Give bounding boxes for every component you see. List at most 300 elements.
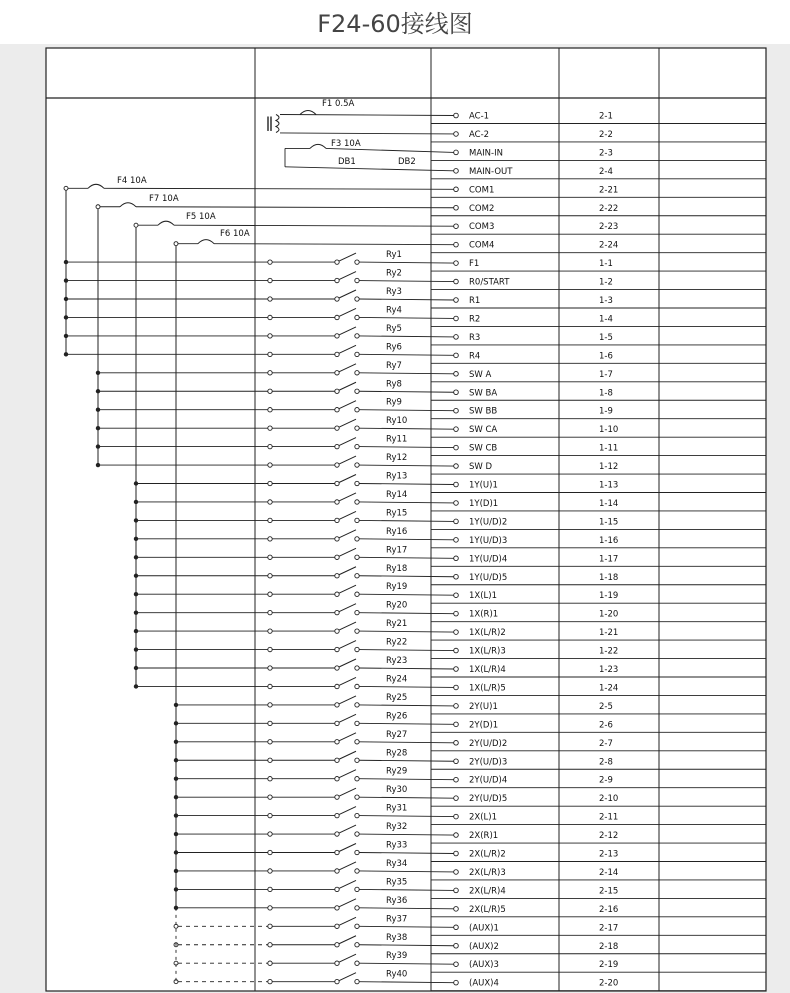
relay-contact-point [355,795,359,799]
relay-label: Ry35 [386,877,408,888]
relay-contact-point [355,684,359,688]
terminal-circle [454,519,459,524]
relay-contact-point [355,813,359,817]
command-label: 2X(R)1 [469,831,499,842]
fuse-f3-label: F3 10A [331,139,361,149]
relay-contact-point [355,887,359,891]
wire-number: 1-15 [599,517,619,528]
relay-terminal [268,869,272,873]
command-label: (AUX)2 [469,941,499,952]
relay-contact-point [335,629,339,633]
wire-number: 2-19 [599,960,619,971]
relay-contact-point [335,500,339,504]
relay-label: Ry13 [386,471,408,482]
relay-contact-point [335,537,339,541]
command-label: 2X(L/R)2 [469,849,506,860]
relay-contact-point [355,389,359,393]
relay-contact-point [355,500,359,504]
wire-number: 1-9 [599,406,613,417]
command-label: 2X(L/R)4 [469,886,506,897]
command-label: 1Y(U/D)4 [469,554,508,565]
terminal-circle [454,132,459,137]
wire-number: 2-16 [599,904,619,915]
command-label: 1X(L/R)2 [469,628,506,639]
relay-contact-point [335,924,339,928]
command-label: 1Y(U/D)3 [469,535,508,546]
wire-number: 2-17 [599,923,619,934]
relay-contact-point [335,721,339,725]
relay-label: Ry29 [386,766,408,777]
relay-terminal [268,592,272,596]
terminal-circle [454,574,459,579]
relay-contact-point [335,408,339,412]
relay-label: Ry32 [386,822,408,833]
relay-terminal [268,518,272,522]
relay-terminal [268,647,272,651]
relay-label: Ry5 [386,323,402,334]
wire-number: 2-5 [599,701,613,712]
relay-label: Ry31 [386,803,408,814]
relay-terminal [268,426,272,430]
fuse-terminal [96,205,100,209]
relay-contact-point [355,647,359,651]
relay-contact-point [335,426,339,430]
relay-label: Ry2 [386,268,402,279]
terminal-circle [454,372,459,377]
terminal-circle [454,538,459,543]
wire-number: 1-4 [599,314,613,325]
terminal-circle [454,464,459,469]
command-label: R3 [469,332,481,343]
relay-contact-point [355,315,359,319]
relay-contact-point [355,334,359,338]
relay-contact-point [355,758,359,762]
wire-number: 1-3 [599,296,613,306]
command-label: 2X(L/R)3 [469,867,506,878]
relay-contact-point [355,721,359,725]
relay-contact-point [335,703,339,707]
relay-label: Ry40 [386,969,408,980]
relay-contact-point [335,647,339,651]
relay-terminal [268,463,272,467]
terminal-circle [454,593,459,598]
command-label: SW BB [469,406,498,417]
terminal-circle [454,408,459,413]
terminal-circle [454,741,459,746]
relay-contact-point [335,334,339,338]
command-label: COM1 [469,185,495,196]
command-label: 1Y(D)1 [469,498,499,509]
wire-number: 1-19 [599,591,619,602]
relay-label: Ry1 [386,250,402,261]
db2-label: DB2 [398,157,416,167]
relay-label: Ry28 [386,748,408,759]
relay-contact-point [335,795,339,799]
relay-terminal [268,444,272,448]
terminal-circle [454,796,459,801]
command-label: 2Y(U)1 [469,701,498,712]
aux-terminal [174,924,178,928]
command-label: MAIN-OUT [469,166,513,177]
relay-contact-point [355,352,359,356]
relay-terminal [268,979,272,983]
fuse-f4-label: F4 10A [117,176,147,186]
relay-contact-point [355,629,359,633]
relay-terminal [268,371,272,375]
terminal-circle [454,925,459,930]
terminal-circle [454,685,459,690]
command-label: R1 [469,296,481,306]
relay-contact-point [335,371,339,375]
relay-contact-point [335,943,339,947]
relay-contact-point [355,592,359,596]
relay-contact-point [335,666,339,670]
wire-number: 2-12 [599,831,619,842]
command-label: F1 [469,259,480,270]
terminal-circle [454,704,459,709]
relay-label: Ry10 [386,416,408,427]
wire-number: 2-20 [599,978,619,989]
relay-terminal [268,481,272,485]
command-label: COM4 [469,240,495,251]
command-label: 1Y(U/D)2 [469,517,508,528]
terminal-circle [454,980,459,985]
command-label: 2Y(U/D)4 [469,775,508,786]
relay-terminal [268,740,272,744]
terminal-circle [454,943,459,948]
command-label: R4 [469,351,481,362]
command-label: SW CA [469,425,498,436]
relay-contact-point [335,463,339,467]
relay-terminal [268,795,272,799]
relay-terminal [268,813,272,817]
command-label: SW CB [469,443,498,454]
wire-number: 1-10 [599,425,619,436]
relay-contact-point [355,278,359,282]
relay-label: Ry23 [386,656,408,666]
command-label: (AUX)3 [469,960,499,971]
command-label: AC-2 [469,129,490,140]
relay-contact-point [335,278,339,282]
wire-number: 2-7 [599,738,613,749]
terminal-circle [454,427,459,432]
wire-number: 1-8 [599,388,613,399]
terminal-circle [454,316,459,321]
wire-number: 1-22 [599,646,619,657]
relay-contact-point [335,592,339,596]
terminal-circle [454,907,459,912]
command-label: 1Y(U/D)5 [469,572,508,583]
relay-label: Ry33 [386,840,408,851]
relay-contact-point [355,537,359,541]
relay-terminal [268,260,272,264]
relay-terminal [268,906,272,910]
relay-contact-point [335,444,339,448]
relay-terminal [268,887,272,891]
relay-label: Ry4 [386,305,402,316]
command-label: SW D [469,462,493,473]
command-label: 1X(L/R)3 [469,646,506,657]
page-title: F24-60接线图 [317,10,473,38]
terminal-circle [454,759,459,764]
relay-contact-point [355,574,359,578]
wire-number: 2-13 [599,849,619,860]
relay-contact-point [355,740,359,744]
wire-number: 2-8 [599,757,613,768]
relay-contact-point [335,758,339,762]
command-label: 2Y(U/D)2 [469,738,508,749]
relay-label: Ry17 [386,545,408,556]
terminal-circle [454,648,459,653]
relay-contact-point [335,610,339,614]
terminal-circle [454,777,459,782]
command-label: 1Y(U)1 [469,480,498,491]
relay-terminal [268,574,272,578]
relay-terminal [268,334,272,338]
relay-label: Ry8 [386,379,402,390]
relay-terminal [268,832,272,836]
fuse-terminal [174,242,178,246]
command-label: COM3 [469,222,495,233]
command-label: 2X(L/R)5 [469,904,506,915]
terminal-circle [454,667,459,672]
relay-contact-point [335,813,339,817]
relay-label: Ry7 [386,360,402,371]
wire-number: 1-24 [599,683,619,694]
relay-label: Ry24 [386,674,408,685]
terminal-circle [454,150,459,155]
relay-label: Ry38 [386,932,408,943]
wire-number: 1-12 [599,462,619,473]
relay-label: Ry25 [386,692,408,703]
relay-contact-point [335,260,339,264]
wire-number: 2-1 [599,111,613,122]
terminal-circle [454,224,459,229]
relay-contact-point [335,315,339,319]
terminal-circle [454,630,459,635]
wire-number: 2-23 [599,222,619,233]
relay-contact-point [355,961,359,965]
command-label: 1X(R)1 [469,609,499,620]
relay-contact-point [355,832,359,836]
relay-terminal [268,703,272,707]
fuse-f7-label: F7 10A [149,194,179,204]
command-label: 2Y(U/D)5 [469,794,508,805]
relay-contact-point [335,297,339,301]
terminal-circle [454,298,459,303]
relay-terminal [268,389,272,393]
relay-terminal [268,629,272,633]
relay-contact-point [335,389,339,393]
wire-number: 2-3 [599,148,613,159]
command-label: R2 [469,314,481,325]
command-label: COM2 [469,203,495,214]
terminal-circle [454,482,459,487]
wire-number: 2-6 [599,720,613,731]
relay-contact-point [355,463,359,467]
terminal-circle [454,261,459,266]
relay-terminal [268,850,272,854]
relay-contact-point [355,666,359,670]
relay-terminal [268,315,272,319]
terminal-circle [454,353,459,358]
relay-contact-point [355,518,359,522]
wire-number: 2-10 [599,794,619,805]
wire-number: 2-9 [599,775,613,786]
wire-number: 1-11 [599,443,619,454]
wire-number: 1-14 [599,498,619,509]
relay-terminal [268,961,272,965]
relay-contact-point [335,979,339,983]
wire-number: 1-6 [599,351,613,362]
terminal-circle [454,501,459,506]
wire-number: 2-15 [599,886,619,897]
terminal-circle [454,279,459,284]
relay-label: Ry39 [386,951,408,962]
wire-number: 1-21 [599,628,619,639]
relay-contact-point [355,703,359,707]
relay-contact-point [355,481,359,485]
wire-number: 1-13 [599,480,619,491]
relay-contact-point [335,832,339,836]
relay-terminal [268,352,272,356]
db1-label: DB1 [338,157,356,167]
command-label: 1X(L)1 [469,591,498,602]
relay-contact-point [355,943,359,947]
wire-number: 1-20 [599,609,619,620]
relay-label: Ry11 [386,434,408,445]
relay-contact-point [335,961,339,965]
relay-label: Ry9 [386,397,402,408]
relay-contact-point [335,777,339,781]
relay-contact-point [355,850,359,854]
terminal-circle [454,390,459,395]
relay-terminal [268,666,272,670]
terminal-circle [454,722,459,727]
relay-contact-point [335,740,339,744]
relay-terminal [268,297,272,301]
relay-contact-point [335,869,339,873]
fuse-f5-label: F5 10A [186,212,216,222]
relay-contact-point [355,924,359,928]
command-label: MAIN-IN [469,148,503,159]
relay-label: Ry21 [386,619,408,630]
fuse-f6-label: F6 10A [220,229,250,239]
relay-contact-point [355,444,359,448]
command-label: R0/START [469,277,510,288]
wire-number: 1-1 [599,259,613,270]
relay-terminal [268,777,272,781]
command-label: 2Y(U/D)3 [469,757,508,768]
relay-terminal [268,721,272,725]
relay-label: Ry26 [386,711,408,722]
terminal-circle [454,833,459,838]
wire-number: 2-2 [599,129,613,140]
wire-number: 2-21 [599,185,619,196]
relay-contact-point [355,371,359,375]
wire-number: 2-18 [599,941,619,952]
relay-terminal [268,943,272,947]
relay-contact-point [355,906,359,910]
relay-label: Ry30 [386,785,408,796]
relay-terminal [268,278,272,282]
relay-contact-point [335,352,339,356]
relay-contact-point [335,684,339,688]
relay-label: Ry19 [386,582,408,593]
relay-label: Ry15 [386,508,408,519]
relay-label: Ry22 [386,637,408,648]
wire-number: 1-2 [599,277,613,288]
terminal-circle [454,851,459,856]
relay-contact-point [355,408,359,412]
relay-label: Ry6 [386,342,402,353]
terminal-circle [454,611,459,616]
relay-label: Ry20 [386,600,408,611]
wire-number: 2-4 [599,166,613,177]
terminal-circle [454,556,459,561]
terminal-circle [454,445,459,450]
fuse-f1-label: F1 0.5A [322,99,355,109]
wire-number: 1-23 [599,665,619,675]
relay-contact-point [355,610,359,614]
relay-terminal [268,924,272,928]
terminal-circle [454,205,459,210]
wire-number: 1-17 [599,554,619,565]
relay-terminal [268,500,272,504]
relay-contact-point [355,260,359,264]
relay-label: Ry18 [386,563,408,574]
relay-contact-point [335,850,339,854]
relay-label: Ry14 [386,489,408,500]
command-label: AC-1 [469,111,490,122]
relay-label: Ry36 [386,895,408,906]
relay-label: Ry12 [386,453,408,464]
terminal-circle [454,962,459,967]
wire-number: 2-11 [599,812,619,823]
relay-label: Ry34 [386,858,408,869]
relay-contact-point [335,574,339,578]
relay-terminal [268,758,272,762]
relay-contact-point [355,869,359,873]
relay-terminal [268,610,272,614]
relay-contact-point [355,426,359,430]
relay-terminal [268,684,272,688]
terminal-circle [454,113,459,118]
terminal-circle [454,888,459,893]
relay-contact-point [355,297,359,301]
command-label: (AUX)4 [469,978,499,989]
relay-contact-point [335,555,339,559]
relay-contact-point [355,777,359,781]
relay-label: Ry16 [386,526,408,537]
wire-number: 1-18 [599,572,619,583]
terminal-circle [454,169,459,174]
relay-contact-point [335,518,339,522]
command-label: 1X(L/R)4 [469,665,506,675]
terminal-circle [454,335,459,340]
relay-terminal [268,555,272,559]
fuse-terminal [134,223,138,227]
relay-terminal [268,408,272,412]
relay-contact-point [335,887,339,891]
relay-contact-point [355,555,359,559]
command-label: (AUX)1 [469,923,499,934]
terminal-circle [454,870,459,875]
fuse-terminal [64,186,68,190]
wire-number: 2-14 [599,867,619,878]
relay-label: Ry3 [386,287,402,297]
relay-contact-point [355,979,359,983]
